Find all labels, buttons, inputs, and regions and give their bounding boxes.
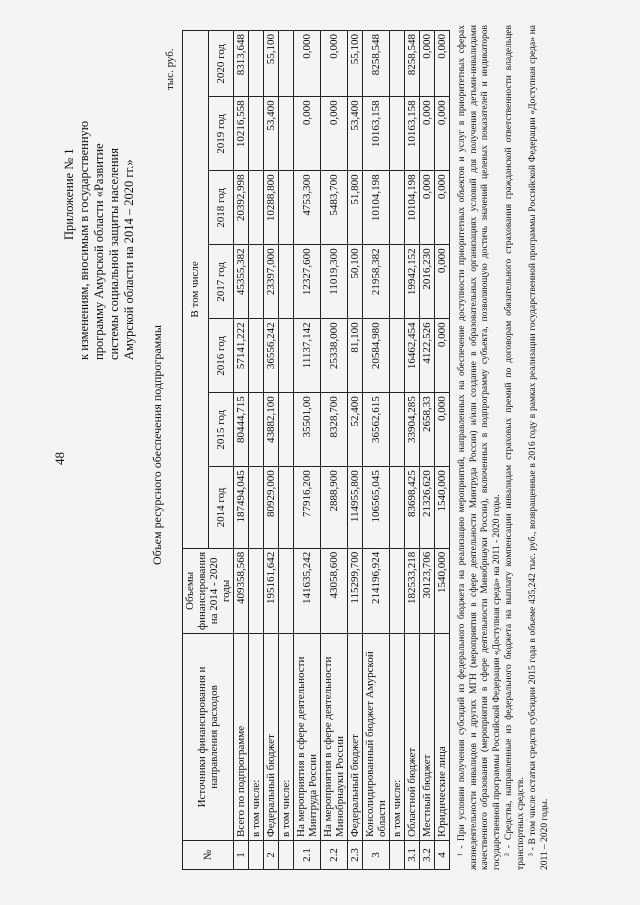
table-row xyxy=(363,31,390,870)
table-row xyxy=(264,31,279,870)
row-source: в том числе: xyxy=(279,634,294,841)
row-number: 3.1 xyxy=(405,841,420,870)
header-in-that-number: В том числе xyxy=(183,31,209,549)
header-year: 2020 год xyxy=(208,31,234,97)
row-year-value xyxy=(390,97,405,171)
row-year-value: 53,400 xyxy=(348,97,363,171)
row-number: 3 xyxy=(363,841,390,870)
row-year-value: 55,100 xyxy=(348,31,363,97)
row-year-value: 0,000 xyxy=(321,31,348,97)
resource-table xyxy=(182,30,450,870)
appendix-line: к изменениям, вносимым в государственную xyxy=(77,120,91,360)
row-source: Местный бюджет xyxy=(420,634,435,841)
row-total: 409358,568 xyxy=(234,548,249,633)
row-year-value: 187494,045 xyxy=(234,467,249,549)
row-year-value: 12327,600 xyxy=(294,245,321,319)
row-year-value: 0,000 xyxy=(321,97,348,171)
row-year-value: 81,100 xyxy=(348,319,363,393)
row-year-value xyxy=(390,393,405,467)
footnote-1: ¹ - При условии получения субсидий из федерального бюджета на реализацию мероприятий, направленных на обеспечение доступности приоритетных объектов и услуг в приоритетных сферах жизнедеятельности инвалидов и других МГН (мероприятия в сфере деятельности Минтруда России) и/или создание в образовательных организациях условий для получения детьми-инвалидами качественного образования (мероприятия в сфере деятельности Минобрнауки России), включенных в подпрограмму субъекта, позволяющую достичь значений целевых показателей и индикаторов государственной программы Российской Федерации «Доступная среда» на 2011 - 2020 годы. xyxy=(457,25,502,870)
table-row xyxy=(435,31,450,870)
row-year-value xyxy=(279,245,294,319)
appendix-title: Приложение № 1 xyxy=(62,148,76,240)
table-row xyxy=(234,31,249,870)
row-year-value: 80444,715 xyxy=(234,393,249,467)
row-total: 30123,706 xyxy=(420,548,435,633)
row-year-value: 23397,000 xyxy=(264,245,279,319)
footnote-3: ³ - В том числе остатки средств субсидии 2015 года в объеме 435,242 тыс. руб., возвращенные в 2016 году в рамках реализации государственной программы Российской Федерации «Доступная среда» на 2011 – 2020 годы. xyxy=(528,25,550,870)
table-caption: Объем ресурсного обеспечения подпрограммы xyxy=(150,325,164,565)
row-number: 2.1 xyxy=(294,841,321,870)
row-number xyxy=(279,841,294,870)
row-year-value: 2888,900 xyxy=(321,467,348,549)
row-year-value: 8258,548 xyxy=(363,31,390,97)
row-total: 43058,600 xyxy=(321,548,348,633)
row-year-value xyxy=(390,245,405,319)
header-total: Объемы финансирования на 2014 - 2020 годы xyxy=(183,548,234,633)
table-row xyxy=(294,31,321,870)
row-source: Консолидированный бюджет Амурской области xyxy=(363,634,390,841)
row-year-value: 51,800 xyxy=(348,171,363,245)
row-year-value xyxy=(279,97,294,171)
row-year-value: 10288,800 xyxy=(264,171,279,245)
row-year-value: 0,000 xyxy=(420,97,435,171)
row-number xyxy=(390,841,405,870)
page-number: 48 xyxy=(52,452,67,465)
row-source: в том числе: xyxy=(390,634,405,841)
row-year-value xyxy=(390,467,405,549)
row-year-value: 16462,454 xyxy=(405,319,420,393)
row-year-value: 77916,200 xyxy=(294,467,321,549)
row-year-value xyxy=(249,31,264,97)
row-year-value: 45355,382 xyxy=(234,245,249,319)
table-row xyxy=(279,31,294,870)
row-year-value: 35501,00 xyxy=(294,393,321,467)
row-year-value: 106565,045 xyxy=(363,467,390,549)
row-year-value: 8258,548 xyxy=(405,31,420,97)
row-year-value xyxy=(390,171,405,245)
row-year-value: 21958,382 xyxy=(363,245,390,319)
row-year-value xyxy=(279,31,294,97)
row-year-value xyxy=(249,319,264,393)
row-year-value: 114955,800 xyxy=(348,467,363,549)
row-year-value: 19942,152 xyxy=(405,245,420,319)
row-year-value: 4122,526 xyxy=(420,319,435,393)
row-year-value: 4753,300 xyxy=(294,171,321,245)
row-number xyxy=(249,841,264,870)
footnotes xyxy=(457,25,552,870)
row-year-value: 0,000 xyxy=(294,97,321,171)
row-year-value: 43882,100 xyxy=(264,393,279,467)
row-number: 2 xyxy=(264,841,279,870)
row-year-value xyxy=(249,245,264,319)
appendix-line: системы социальной защиты населения xyxy=(107,148,121,360)
row-year-value: 10163,158 xyxy=(363,97,390,171)
header-year: 2015 год xyxy=(208,393,234,467)
row-year-value: 0,000 xyxy=(435,171,450,245)
row-year-value: 0,000 xyxy=(435,97,450,171)
row-source: Областной бюджет xyxy=(405,634,420,841)
row-year-value: 5483,700 xyxy=(321,171,348,245)
row-source: в том числе: xyxy=(249,634,264,841)
row-year-value: 11137,142 xyxy=(294,319,321,393)
row-source: Федеральный бюджет xyxy=(264,634,279,841)
table-row xyxy=(249,31,264,870)
row-year-value: 10104,198 xyxy=(405,171,420,245)
header-year: 2018 год xyxy=(208,171,234,245)
row-year-value: 57141,222 xyxy=(234,319,249,393)
row-source: Юридические лица xyxy=(435,634,450,841)
row-year-value xyxy=(390,31,405,97)
row-total xyxy=(390,548,405,633)
row-total xyxy=(279,548,294,633)
row-source: На мероприятия в сфере деятельности Минобрнауки России xyxy=(321,634,348,841)
row-number: 2.2 xyxy=(321,841,348,870)
row-number: 3.2 xyxy=(420,841,435,870)
row-year-value xyxy=(249,171,264,245)
header-year: 2014 год xyxy=(208,467,234,549)
row-year-value: 83698,425 xyxy=(405,467,420,549)
row-year-value: 2016,230 xyxy=(420,245,435,319)
row-year-value xyxy=(249,97,264,171)
row-year-value xyxy=(279,467,294,549)
row-year-value xyxy=(279,319,294,393)
row-source: Федеральный бюджет xyxy=(348,634,363,841)
row-year-value: 52,400 xyxy=(348,393,363,467)
row-total: 141635,242 xyxy=(294,548,321,633)
row-year-value: 50,100 xyxy=(348,245,363,319)
row-total: 1540,000 xyxy=(435,548,450,633)
row-year-value: 55,100 xyxy=(264,31,279,97)
header-year: 2017 год xyxy=(208,245,234,319)
row-year-value: 21326,620 xyxy=(420,467,435,549)
row-year-value xyxy=(279,393,294,467)
row-year-value: 8313,648 xyxy=(234,31,249,97)
row-year-value: 2658,33 xyxy=(420,393,435,467)
row-year-value: 0,000 xyxy=(435,393,450,467)
units-label: тыс. руб. xyxy=(164,48,176,90)
row-year-value: 8328,700 xyxy=(321,393,348,467)
row-year-value: 0,000 xyxy=(435,319,450,393)
row-year-value xyxy=(249,467,264,549)
table-row xyxy=(321,31,348,870)
row-total: 115299,700 xyxy=(348,548,363,633)
row-source: На мероприятия в сфере деятельности Минтруда России xyxy=(294,634,321,841)
table-row xyxy=(390,31,405,870)
row-year-value: 0,000 xyxy=(420,171,435,245)
row-year-value xyxy=(249,393,264,467)
header-num: № xyxy=(183,841,234,870)
row-year-value xyxy=(390,319,405,393)
row-year-value: 36556,242 xyxy=(264,319,279,393)
table-row xyxy=(348,31,363,870)
row-year-value: 25338,000 xyxy=(321,319,348,393)
row-total: 214196,924 xyxy=(363,548,390,633)
row-year-value: 80929,000 xyxy=(264,467,279,549)
row-total: 182533,218 xyxy=(405,548,420,633)
row-year-value xyxy=(279,171,294,245)
header-year: 2016 год xyxy=(208,319,234,393)
row-year-value: 33904,285 xyxy=(405,393,420,467)
row-source: Всего по подпрограмме xyxy=(234,634,249,841)
row-year-value: 1540,000 xyxy=(435,467,450,549)
row-year-value: 20584,980 xyxy=(363,319,390,393)
header-year: 2019 год xyxy=(208,97,234,171)
row-total: 195161,642 xyxy=(264,548,279,633)
row-year-value: 0,000 xyxy=(420,31,435,97)
row-number: 4 xyxy=(435,841,450,870)
row-year-value: 0,000 xyxy=(435,31,450,97)
row-total xyxy=(249,548,264,633)
appendix-line: программу Амурской области «Развитие xyxy=(92,143,106,360)
row-number: 1 xyxy=(234,841,249,870)
row-year-value: 10104,198 xyxy=(363,171,390,245)
row-year-value: 0,000 xyxy=(435,245,450,319)
row-year-value: 0,000 xyxy=(294,31,321,97)
row-year-value: 10216,558 xyxy=(234,97,249,171)
table-row xyxy=(420,31,435,870)
row-year-value: 20392,998 xyxy=(234,171,249,245)
appendix-header xyxy=(62,30,137,360)
row-year-value: 53,400 xyxy=(264,97,279,171)
table-row xyxy=(405,31,420,870)
row-year-value: 10163,158 xyxy=(405,97,420,171)
row-number: 2.3 xyxy=(348,841,363,870)
footnote-2: ² - Средства, направленные из федерального бюджета на выплату компенсации инвалидам страховых премий по договорам обязательного страхования гражданской ответственности владельцев транспортных средств. xyxy=(504,25,526,870)
appendix-line: Амурской области на 2014 – 2020 гг.» xyxy=(122,159,136,360)
row-year-value: 11019,300 xyxy=(321,245,348,319)
row-year-value: 36562,615 xyxy=(363,393,390,467)
header-source: Источники финансирования и направления расходов xyxy=(183,634,234,841)
